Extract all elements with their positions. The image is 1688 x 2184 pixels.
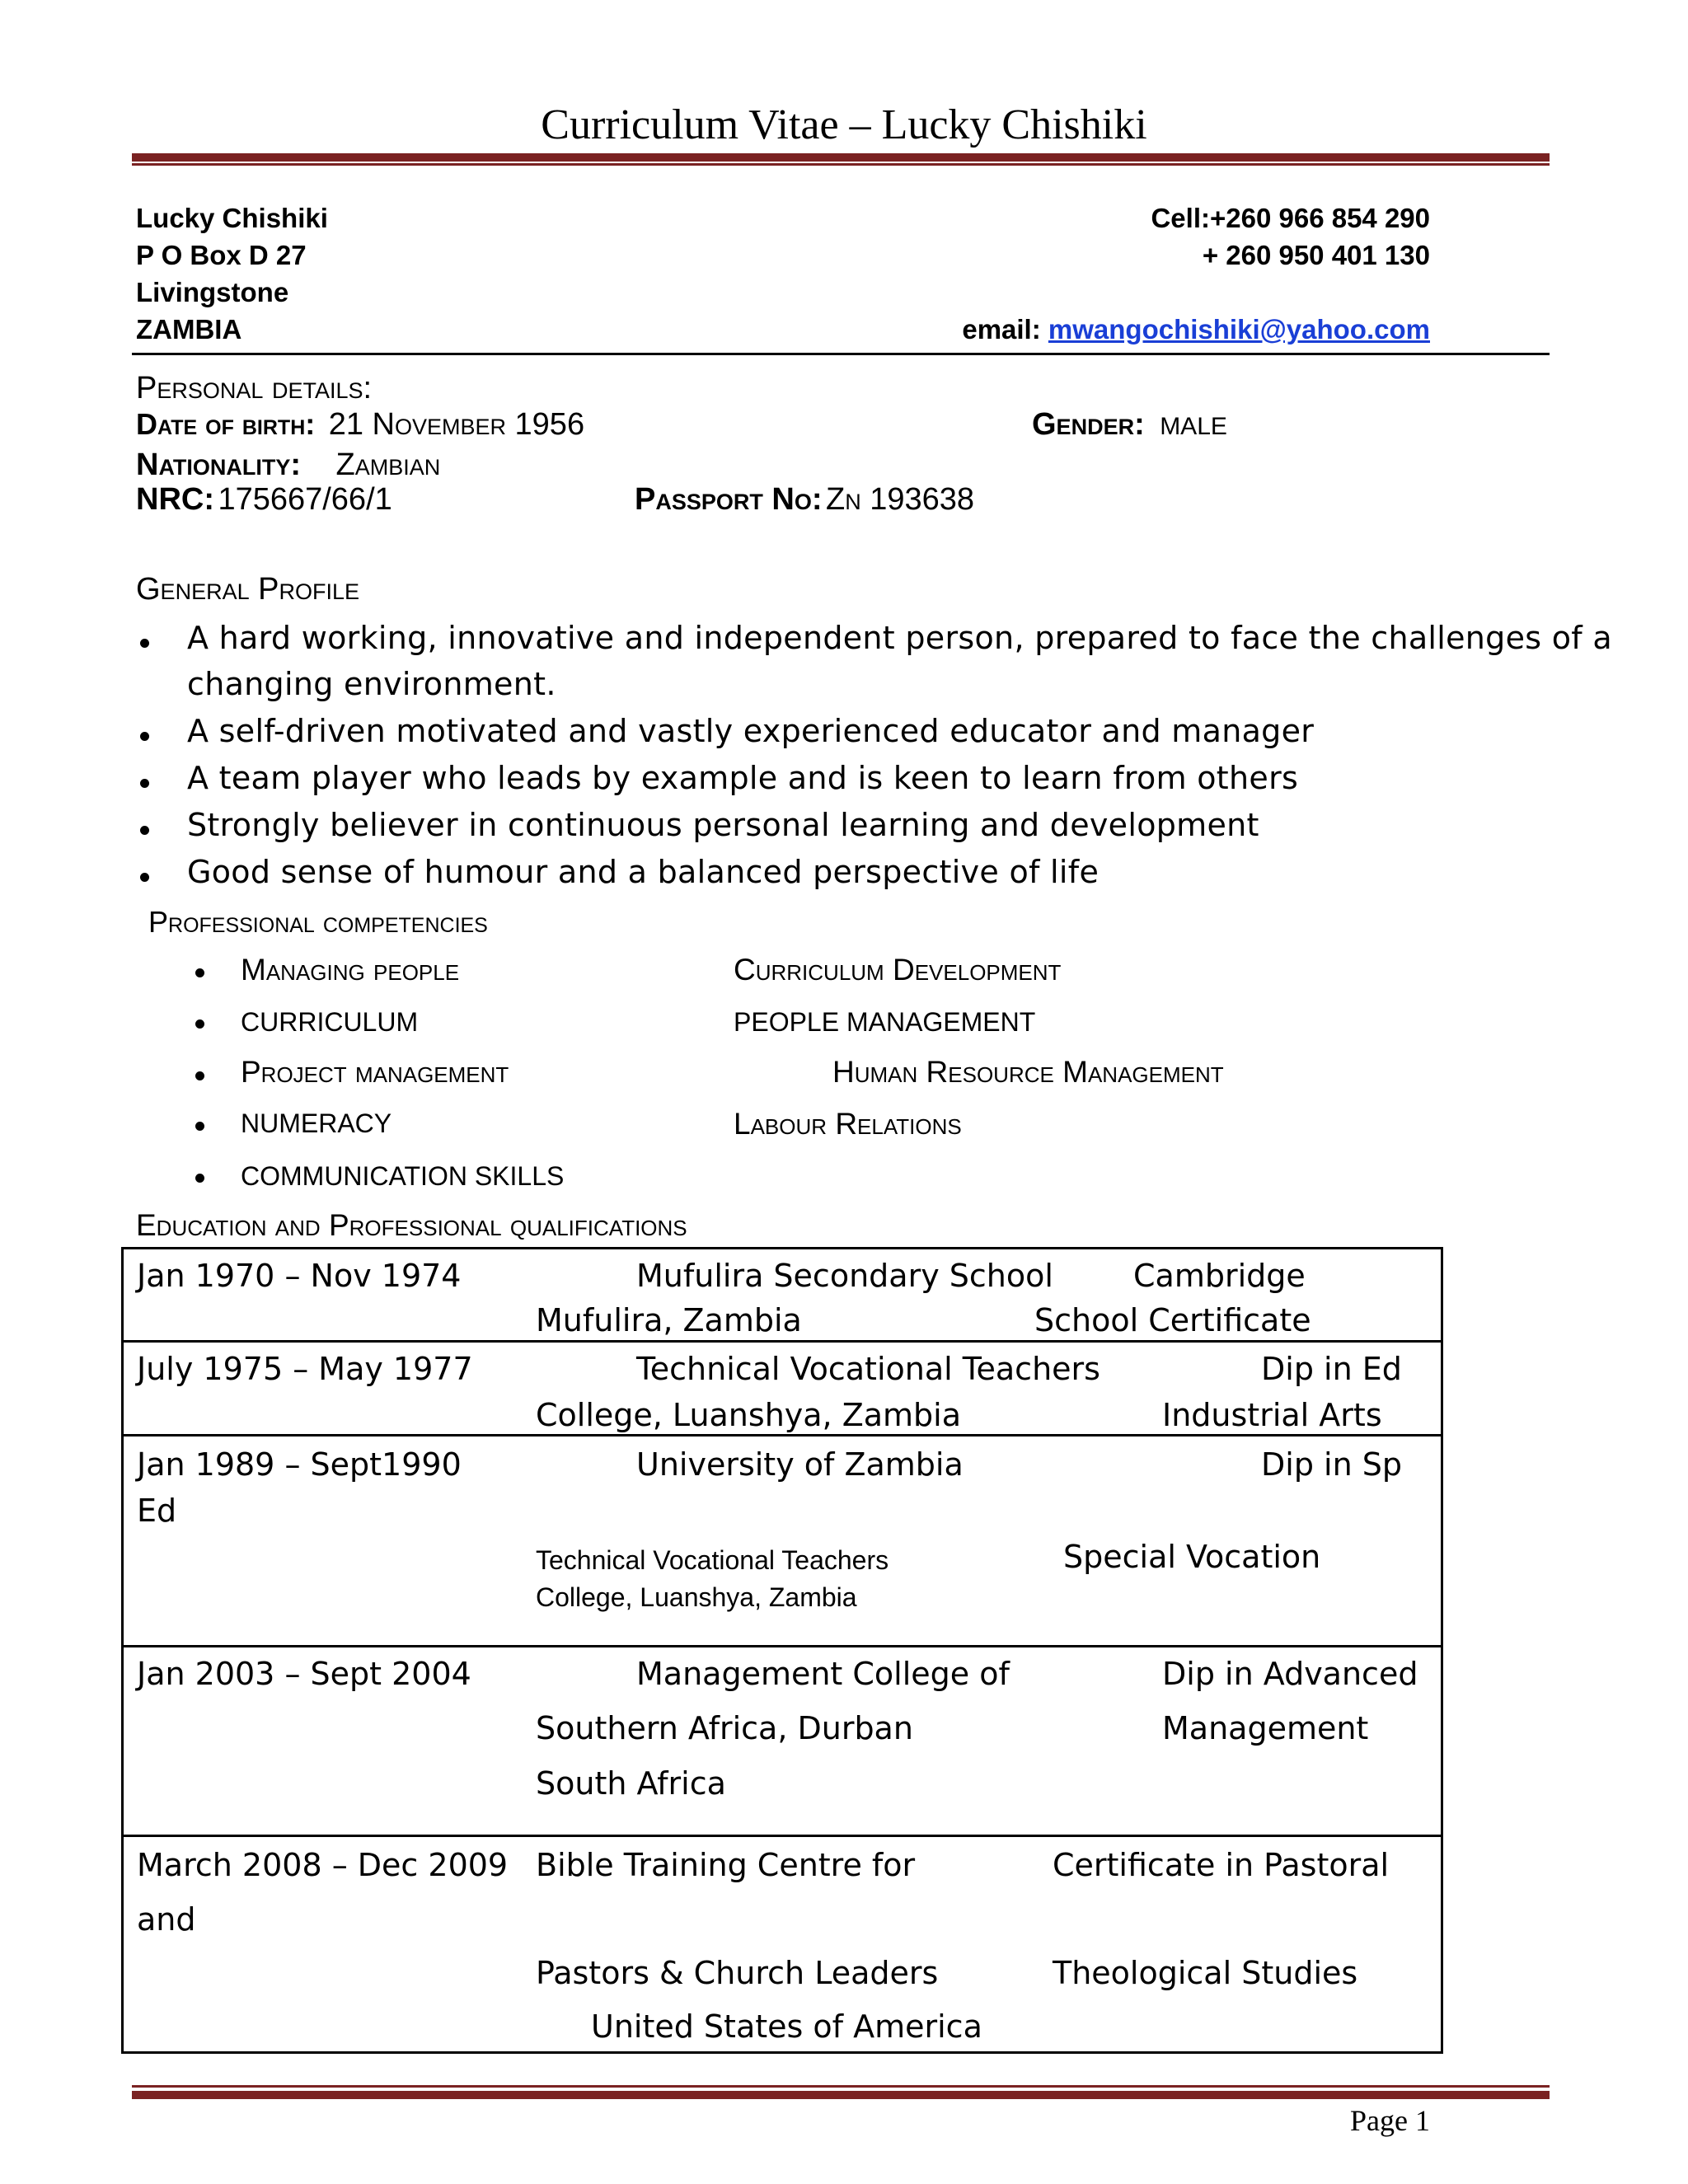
- edu-qualification-line2: School Certificate: [1034, 1302, 1311, 1338]
- competency-left-4: NUMERACY: [241, 1108, 392, 1138]
- header-rule-thin: [132, 163, 1550, 166]
- bullet-dot: [195, 1122, 204, 1131]
- edu-institution-line2: Southern Africa, Durban: [536, 1710, 913, 1746]
- dob-label: Date of birth:: [136, 407, 316, 441]
- edu-qualification-line2: Theological Studies: [1053, 1955, 1358, 1991]
- edu-institution-line1: Management College of: [636, 1656, 1010, 1692]
- passport-row: [635, 482, 974, 518]
- edu-qualification-line2: Management: [1162, 1710, 1369, 1746]
- competency-left-1: Managing people: [241, 953, 460, 987]
- page-number: Page 1: [1350, 2104, 1430, 2137]
- edu-qualification-line1: Dip in Ed: [1261, 1351, 1402, 1387]
- table-row: [123, 1249, 1442, 1342]
- email-label: email:: [962, 314, 1041, 344]
- profile-bullet-4: Strongly believer in continuous personal learning and development: [187, 807, 1259, 843]
- bullet-dot: [140, 826, 149, 835]
- bullet-dot: [140, 732, 149, 741]
- table-row: [123, 1342, 1442, 1436]
- competency-right-3: Human Resource Management: [832, 1055, 1224, 1089]
- edu-institution-line2: Technical Vocational Teachers: [536, 1545, 889, 1575]
- gender-label: Gender:: [1032, 407, 1145, 442]
- edu-qualification-line1: Dip in Advanced: [1162, 1656, 1418, 1692]
- education-heading: Education and Professional qualifications: [136, 1208, 687, 1242]
- edu-date: Jan 1970 – Nov 1974: [137, 1258, 462, 1294]
- edu-qualification-line1: Cambridge: [1133, 1258, 1306, 1294]
- bullet-dot: [195, 968, 204, 977]
- bullet-dot: [140, 779, 149, 788]
- contact-name: Lucky Chishiki: [136, 203, 328, 233]
- edu-institution-line3: College, Luanshya, Zambia: [536, 1582, 857, 1612]
- nationality-value: Zambian: [335, 448, 441, 482]
- contact-divider: [132, 353, 1550, 355]
- profile-bullet-5: Good sense of humour and a balanced perspective of life: [187, 854, 1100, 890]
- edu-date-cont: and: [137, 1901, 196, 1938]
- competency-right-2: PEOPLE MANAGEMENT: [734, 1007, 1036, 1037]
- edu-date: Jan 1989 – Sept1990: [137, 1446, 462, 1483]
- dob-value: 21 November 1956: [328, 407, 585, 442]
- personal-heading: Personal details:: [136, 371, 373, 405]
- contact-address-line2: Livingstone: [136, 277, 289, 307]
- competencies-heading: Professional competencies: [148, 905, 488, 939]
- competency-left-2: CURRICULUM: [241, 1007, 419, 1037]
- edu-date-cont: Ed: [137, 1493, 177, 1529]
- edu-institution-line3: United States of America: [591, 2008, 982, 2045]
- gender-value: MALE: [1160, 413, 1227, 440]
- header-rule-thick: [132, 153, 1550, 162]
- nrc-row: [136, 482, 392, 518]
- page-title: Curriculum Vitae – Lucky Chishiki: [541, 101, 1147, 148]
- profile-heading: General Profile: [136, 572, 360, 607]
- edu-institution-line2: College, Luanshya, Zambia: [536, 1397, 962, 1433]
- profile-bullet-1-cont: changing environment.: [187, 666, 556, 702]
- competency-right-1: Curriculum Development: [734, 953, 1062, 987]
- edu-qualification-line2: Industrial Arts: [1162, 1397, 1382, 1433]
- cell-number-2: + 260 950 401 130: [1202, 240, 1430, 270]
- table-cell: [123, 1342, 1442, 1436]
- email-link[interactable]: mwangochishiki@yahoo.com: [1048, 314, 1430, 344]
- table-row: [123, 1647, 1442, 1836]
- bullet-dot: [140, 639, 149, 648]
- dob-row: [136, 407, 584, 443]
- cell-label: Cell:: [1151, 203, 1210, 233]
- edu-qualification-line1: Certificate in Pastoral: [1053, 1847, 1390, 1883]
- edu-institution-line1: Technical Vocational Teachers: [636, 1351, 1100, 1387]
- edu-institution-line2: Mufulira, Zambia: [536, 1302, 802, 1338]
- contact-address-line1: P O Box D 27: [136, 240, 307, 270]
- bullet-dot: [195, 1019, 204, 1029]
- bullet-dot: [195, 1071, 204, 1080]
- edu-date: Jan 2003 – Sept 2004: [137, 1656, 471, 1692]
- footer-rule-thin: [132, 2085, 1550, 2088]
- bullet-dot: [140, 873, 149, 882]
- cell-number-1: +260 966 854 290: [1209, 203, 1430, 233]
- nrc-value: 175667/66/1: [218, 482, 392, 517]
- nationality-row: [136, 448, 440, 483]
- edu-date: July 1975 – May 1977: [137, 1351, 473, 1387]
- passport-value: Zn 193638: [825, 482, 975, 517]
- edu-institution-line1: Bible Training Centre for: [536, 1847, 916, 1883]
- table-cell: [123, 1249, 1442, 1342]
- competency-left-3: Project management: [241, 1055, 509, 1089]
- education-table: [121, 1247, 1443, 2054]
- gender-row: [1032, 407, 1227, 443]
- profile-bullet-1: A hard working, innovative and independent person, prepared to face the challenges of a: [187, 620, 1612, 656]
- table-cell: [123, 1436, 1442, 1647]
- contact-country: ZAMBIA: [136, 314, 242, 344]
- table-row: [123, 1436, 1442, 1647]
- competency-right-4: Labour Relations: [734, 1107, 962, 1141]
- table-row: [123, 1836, 1442, 2053]
- edu-qualification-line1: Dip in Sp: [1261, 1446, 1402, 1483]
- profile-bullet-2: A self-driven motivated and vastly experienced educator and manager: [187, 713, 1315, 749]
- nrc-label: NRC:: [136, 482, 214, 517]
- edu-institution-line1: University of Zambia: [636, 1446, 964, 1483]
- edu-qualification-line2: Special Vocation: [1063, 1539, 1321, 1575]
- footer-rule-thick: [132, 2091, 1550, 2099]
- profile-bullet-3: A team player who leads by example and is keen to learn from others: [187, 760, 1299, 796]
- nationality-label: Nationality:: [136, 448, 302, 482]
- bullet-dot: [195, 1174, 204, 1183]
- edu-institution-line3: South Africa: [536, 1765, 726, 1802]
- competency-left-5: COMMUNICATION SKILLS: [241, 1161, 565, 1191]
- table-cell: [123, 1647, 1442, 1836]
- edu-institution-line2: Pastors & Church Leaders: [536, 1955, 939, 1991]
- edu-date: March 2008 – Dec 2009: [137, 1847, 509, 1883]
- table-cell: [123, 1836, 1442, 2053]
- edu-institution-line1: Mufulira Secondary School: [636, 1258, 1053, 1294]
- contact-email: [962, 314, 1430, 345]
- contact-cell: [1151, 203, 1430, 234]
- passport-label: Passport No:: [635, 482, 823, 517]
